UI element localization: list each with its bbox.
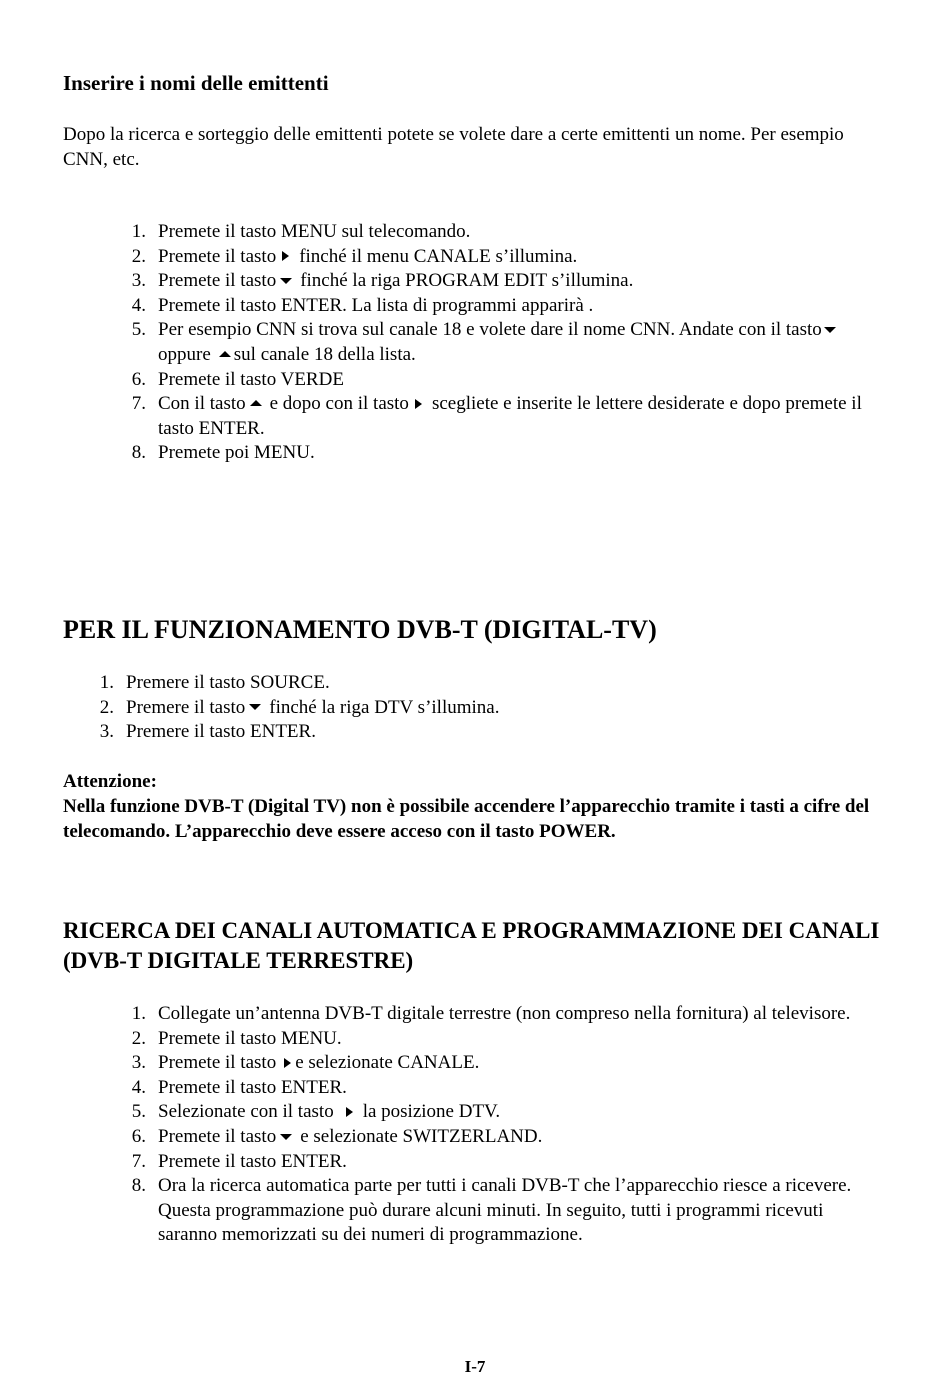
- text-fragment: finché la riga PROGRAM EDIT s’illumina.: [300, 270, 634, 292]
- triangle-down-icon: [280, 1134, 292, 1140]
- list-item: [120, 368, 880, 393]
- list-item: [120, 1125, 880, 1150]
- list-item: [88, 696, 878, 721]
- list-item: [120, 269, 880, 294]
- text-fragment: Con il tasto: [158, 393, 246, 415]
- list-item: [88, 720, 878, 745]
- list-item-text: [158, 245, 880, 270]
- list-item: [120, 1150, 880, 1175]
- list-item-number: 3.: [131, 270, 146, 292]
- text-fragment: la posizione DTV.: [362, 1101, 501, 1123]
- triangle-right-icon: [284, 1058, 291, 1068]
- list-item-number: 7.: [131, 393, 146, 415]
- list-item-number: 4.: [131, 294, 146, 316]
- triangle-down-icon: [824, 327, 836, 333]
- list-item: [120, 441, 880, 466]
- list-item-number: 8.: [131, 442, 146, 464]
- text-fragment: Premete il tasto: [158, 245, 277, 267]
- text-fragment: e selezionate SWITZERLAND.: [300, 1125, 543, 1147]
- list-item-text: [158, 1051, 880, 1076]
- text-fragment: Premete il tasto: [158, 270, 277, 292]
- list-item-number: 5.: [131, 1101, 146, 1123]
- text-fragment: Per esempio CNN si trova sul canale 18 e volete dare il nome CNN. Andate con il tasto: [158, 319, 822, 341]
- list-item-number: 4.: [131, 1076, 146, 1098]
- list-item-text: [158, 1125, 880, 1150]
- intro-paragraph: Dopo la ricerca e sorteggio delle emittenti potete se volete dare a certe emittenti un nome. Per esempio CNN, etc.: [63, 124, 844, 170]
- list-item-text: [158, 318, 880, 367]
- text-fragment: oppure: [158, 343, 211, 365]
- list-item: [120, 1002, 880, 1027]
- text-fragment: Premere il tasto: [126, 696, 246, 718]
- list-item-text: Premete poi MENU.: [158, 442, 315, 464]
- page-number: I-7: [464, 1357, 486, 1376]
- text-fragment: Selezionate con il tasto: [158, 1101, 334, 1123]
- list-item-number: 5.: [131, 319, 146, 341]
- text-fragment: Premete il tasto: [158, 1052, 277, 1074]
- list-item-text: Collegate un’antenna DVB-T digitale terrestre (non compreso nella fornitura) al televisore.: [158, 1003, 851, 1024]
- triangle-up-icon: [250, 400, 262, 406]
- list-item-number: 2.: [99, 696, 114, 718]
- triangle-right-icon: [346, 1107, 353, 1117]
- list-item-number: 7.: [131, 1150, 146, 1172]
- list-item: [120, 392, 880, 441]
- list-item: [120, 1051, 880, 1076]
- list-item-number: 3.: [99, 721, 114, 743]
- list-item-number: 1.: [131, 221, 146, 242]
- list-item-text: Ora la ricerca automatica parte per tutti i canali DVB-T che l’apparecchio riesce a ricevere. Questa programmazione può durare alcuni minuti. In seguito, tutti i programmi ricevuti saranno memorizzati su dei numeri di programmazione.: [158, 1175, 852, 1246]
- list-item-number: 2.: [131, 1027, 146, 1049]
- list-item-text: [158, 1100, 880, 1125]
- text-fragment: finché il menu CANALE s’illumina.: [299, 245, 578, 267]
- list-item-number: 6.: [131, 1125, 146, 1147]
- list-item-text: Premere il tasto SOURCE.: [126, 672, 330, 693]
- list-item-number: 3.: [131, 1052, 146, 1074]
- list-item-text: [126, 696, 878, 721]
- list-item: [120, 1027, 880, 1052]
- steps-list-ricerca: [120, 1002, 880, 1248]
- attention-label: Attenzione:: [63, 771, 157, 792]
- list-item-text: Premete il tasto MENU.: [158, 1027, 342, 1049]
- text-fragment: sul canale 18 della lista.: [233, 343, 416, 365]
- list-item: [120, 1100, 880, 1125]
- attention-text: Nella funzione DVB-T (Digital TV) non è possibile accendere l’apparecchio tramite i tasti a cifre del telecomando. L’apparecchio deve essere acceso con il tasto POWER.: [63, 796, 870, 842]
- text-fragment: Premete il tasto: [158, 1125, 277, 1147]
- triangle-down-icon: [280, 278, 292, 284]
- text-fragment: finché la riga DTV s’illumina.: [269, 696, 500, 718]
- list-item-text: [158, 269, 880, 294]
- text-fragment: e selezionate CANALE.: [295, 1052, 480, 1074]
- list-item-text: Premete il tasto MENU sul telecomando.: [158, 221, 471, 242]
- list-item-text: Premete il tasto ENTER. La lista di programmi apparirà .: [158, 294, 594, 316]
- triangle-right-icon: [282, 251, 289, 261]
- text-fragment: e dopo con il tasto: [269, 393, 409, 415]
- list-item-text: Premete il tasto ENTER.: [158, 1076, 347, 1098]
- list-item-number: 2.: [131, 245, 146, 267]
- steps-list-nomi: [120, 220, 880, 466]
- list-item: [120, 1174, 880, 1248]
- section-title-dvbt: PER IL FUNZIONAMENTO DVB-T (DIGITAL-TV): [63, 615, 657, 644]
- list-item-text: Premete il tasto ENTER.: [158, 1150, 347, 1172]
- list-item-number: 6.: [131, 368, 146, 390]
- list-item: [88, 671, 878, 696]
- list-item-text: Premete il tasto VERDE: [158, 368, 344, 390]
- list-item: [120, 318, 880, 367]
- section-title-ricerca-canali: RICERCA DEI CANALI AUTOMATICA E PROGRAMMAZIONE DEI CANALI (DVB-T DIGITALE TERRESTRE): [63, 918, 880, 973]
- steps-list-dvbt: [88, 671, 878, 745]
- list-item: [120, 1076, 880, 1101]
- list-item-number: 1.: [99, 672, 114, 693]
- triangle-up-icon: [219, 351, 231, 357]
- list-item: [120, 294, 880, 319]
- text-fragment: scegliete e inserite le lettere desiderate e dopo premete il tasto ENTER.: [158, 393, 862, 439]
- triangle-right-icon: [415, 399, 422, 409]
- section-title-nomi-emittenti: Inserire i nomi delle emittenti: [63, 71, 329, 95]
- list-item-text: Premere il tasto ENTER.: [126, 721, 316, 743]
- list-item-number: 8.: [131, 1175, 146, 1197]
- list-item: [120, 245, 880, 270]
- triangle-down-icon: [249, 704, 261, 710]
- list-item: [120, 220, 880, 245]
- list-item-number: 1.: [131, 1003, 146, 1024]
- list-item-text: [158, 392, 880, 441]
